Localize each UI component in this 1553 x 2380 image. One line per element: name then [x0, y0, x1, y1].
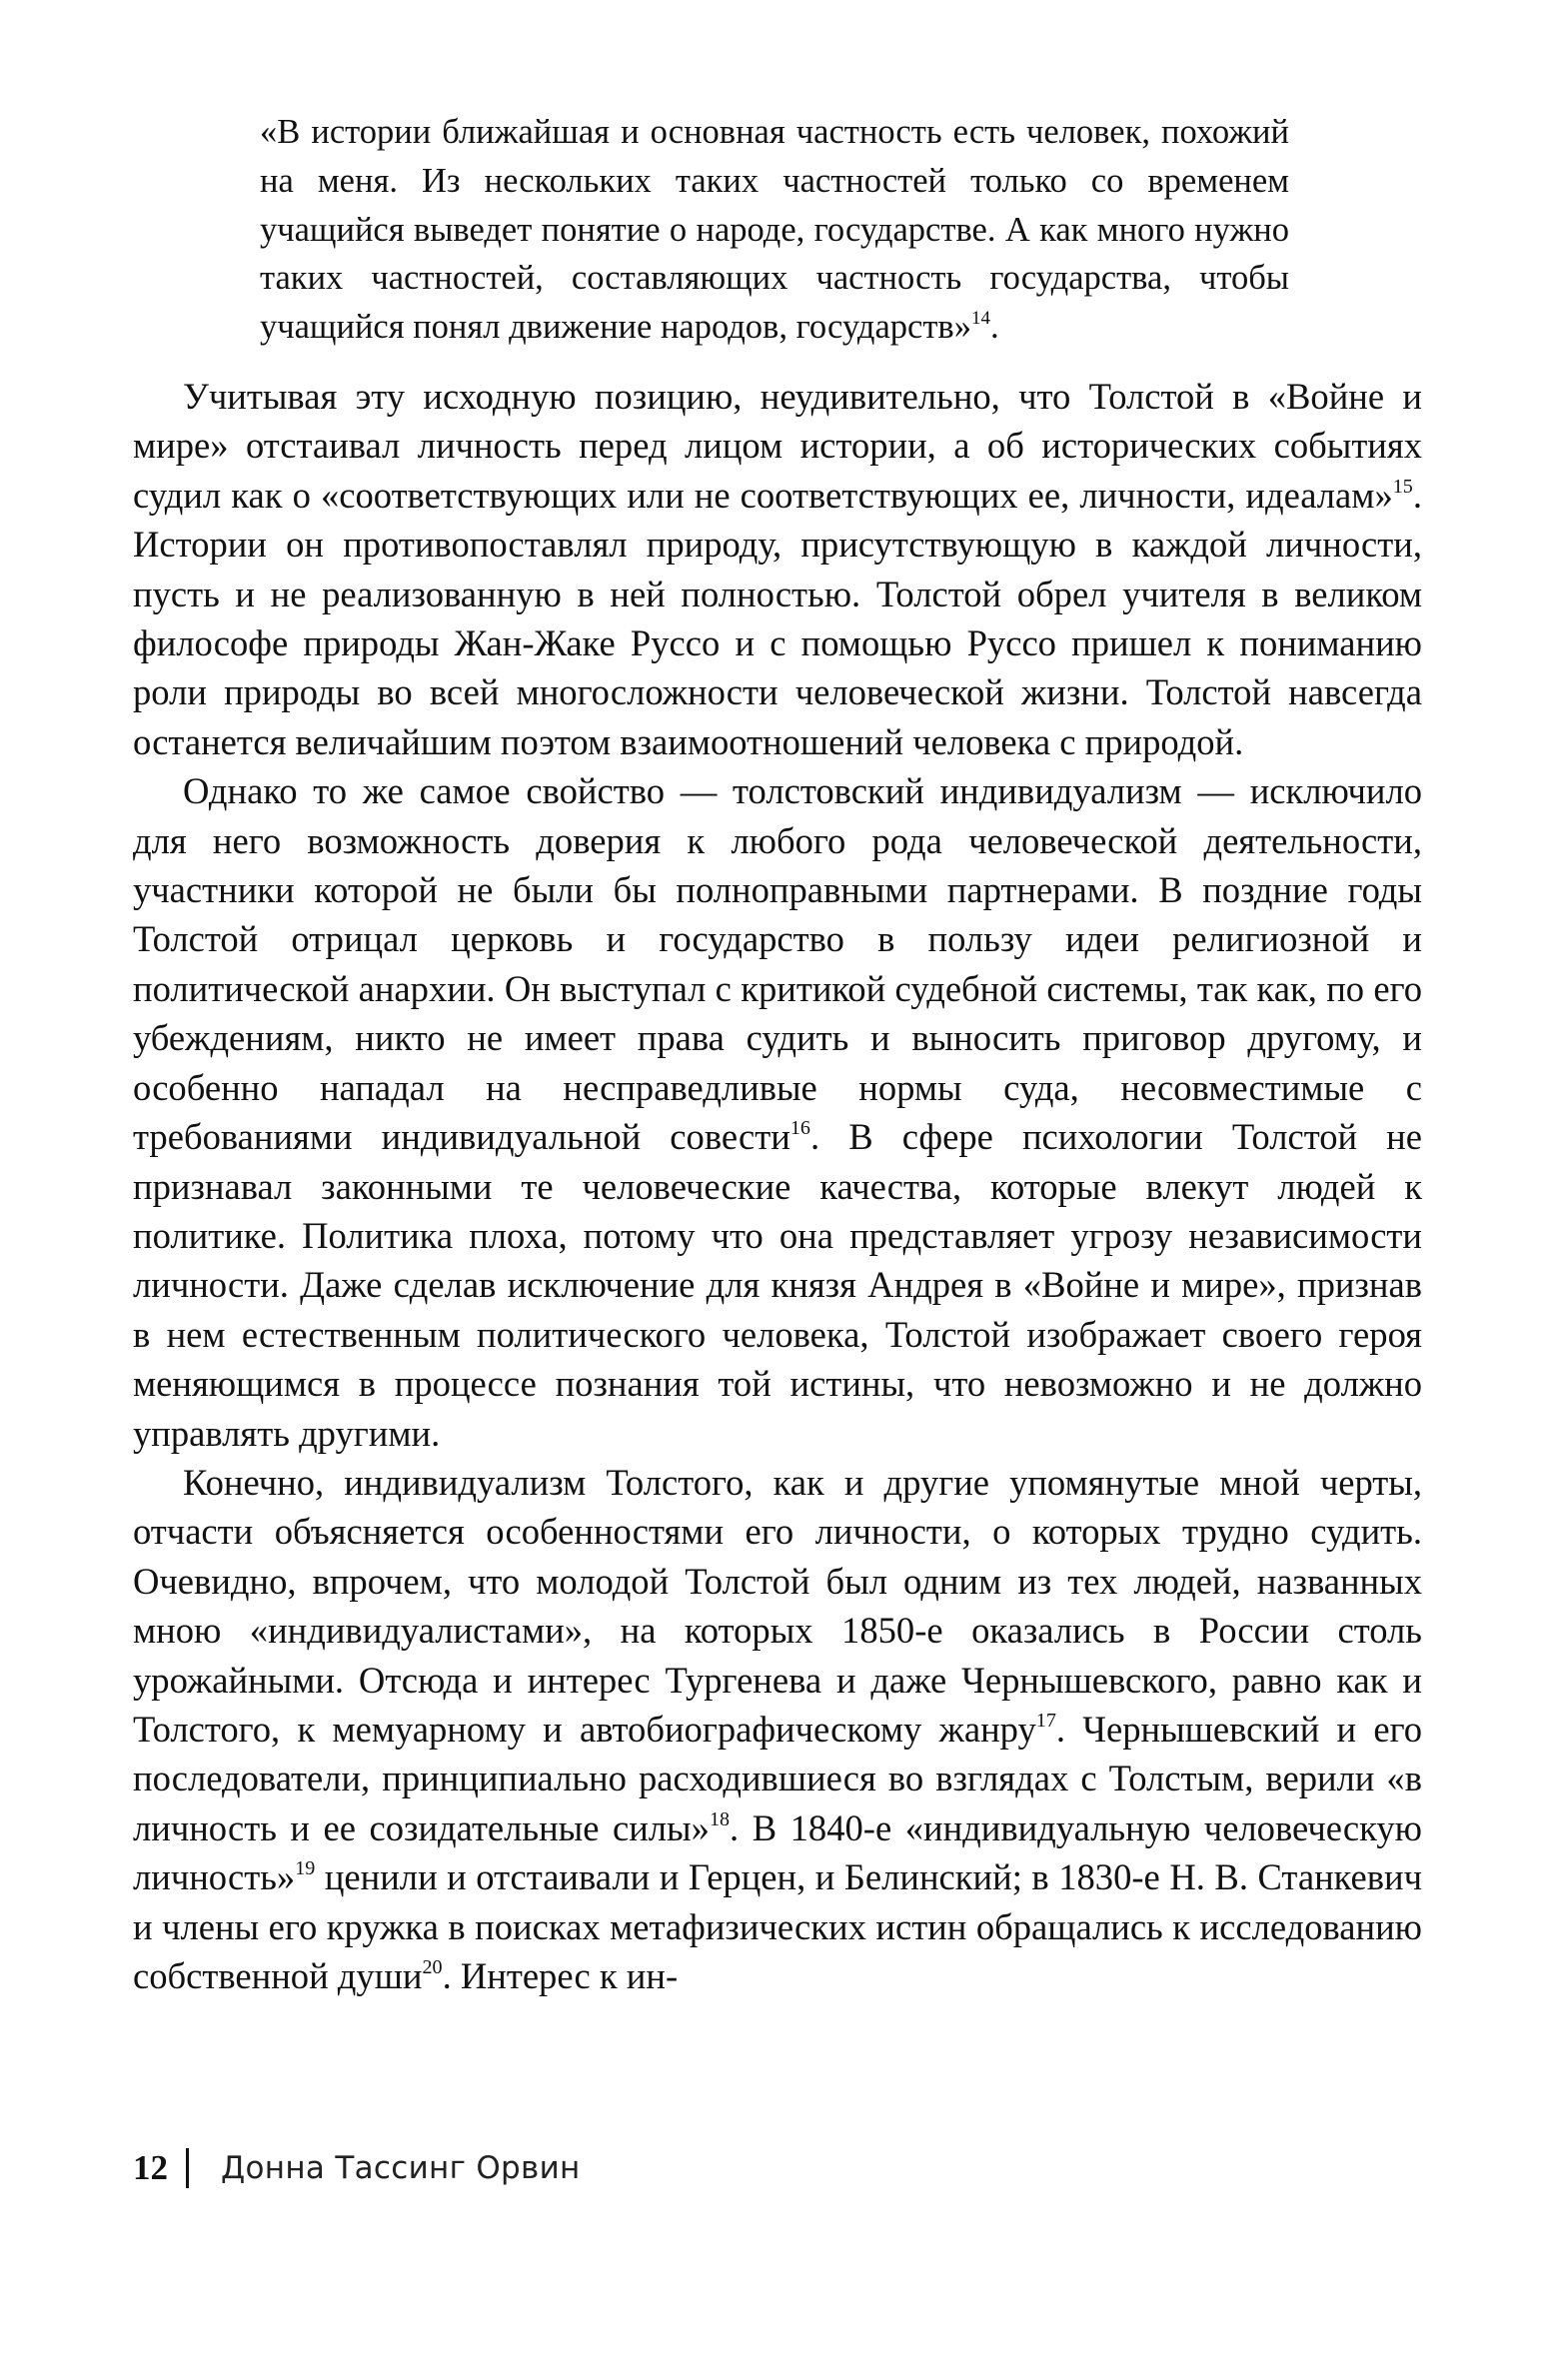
quote-paragraph — [260, 108, 1289, 352]
paragraph-text: . Интерес к ин- — [442, 1955, 679, 1996]
body-paragraph — [133, 1458, 1422, 2000]
page-number: 12 — [133, 2148, 168, 2187]
footnote-ref-16: 16 — [789, 1117, 810, 1139]
main-text — [133, 372, 1422, 2000]
paragraph-text: ценили и отстаивали и Герцен, и Белинский; в 1830-е Н. В. Станкевич и члены его кружка в поисках метафизических истин обращались к исследованию собственной души — [133, 1856, 1422, 1996]
footnote-ref-17: 17 — [1035, 1709, 1056, 1732]
paragraph-text: Учитывая эту исходную позицию, неудивительно, что Толстой в «Войне и мире» отстаивал личность перед лицом истории, а об исторических событиях судил как о «соответствующих или не соответствующих ее, личности, идеалам» — [133, 376, 1422, 516]
footnote-ref-14: 14 — [970, 307, 990, 329]
footnote-ref-18: 18 — [709, 1807, 731, 1830]
paragraph-text: . Истории он противопоставлял природу, присутствующую в каждой личности, пусть и не реализованную в ней полностью. Толстой обрел учителя в великом философе природы Жан-Жаке Руссо и с помощью Руссо пришел к пониманию роли природы во всей многосложности человеческой жизни. Толстой навсегда останется величайшим поэтом взаимоотношений человека с природой. — [133, 474, 1422, 762]
block-quote — [260, 108, 1289, 352]
paragraph-text: . Чернышевский и его последователи, принципиально расходившиеся во взглядах с Толстым, верили «в личность и ее созидательные силы» — [133, 1708, 1422, 1848]
page-footer — [133, 2146, 581, 2190]
quote-tail: . — [989, 308, 999, 347]
footnote-ref-19: 19 — [295, 1857, 316, 1880]
paragraph-text: Конечно, индивидуализм Толстого, как и другие упомянутые мной черты, отчасти объясняется особенностями его личности, о которых трудно судить. Очевидно, впрочем, что молодой Толстой был одним из тех людей, названных мною «индивидуалистами», на которых 1850-е оказались в России столь урожайными. Отсюда и интерес Тургенева и даже Чернышевского, равно как и Толстого, к мемуарному и автобиографическому жанру — [133, 1461, 1422, 1750]
paragraph-text: . В сфере психологии Толстой не признавал законными те человеческие качества, которые влекут людей к политике. Политика плоха, потому что она представляет угрозу независимости личности. Даже сделав исключение для князя Андрея в «Войне и мире», признав в нем естественным политического человека, Толстой изображает своего героя меняющимся в процессе познания той истины, что невозможно и не должно управлять другими. — [133, 1116, 1422, 1454]
footnote-ref-20: 20 — [422, 1955, 443, 1978]
paragraph-text: Однако то же самое свойство — толстовский индивидуализм — исключило для него возможность доверия к любого рода человеческой деятельности, участники которой не были бы полноправными партнерами. В поздние годы Толстой отрицал церковь и государство в пользу идеи религиозной и политической анархии. Он выступал с критикой судебной системы, так как, по его убеждениям, никто не имеет права судить и выносить приговор другому, и особенно нападал на несправедливые нормы суда, несовместимые с требованиями индивидуальной совести — [133, 770, 1422, 1158]
footer-divider — [186, 2148, 189, 2188]
body-paragraph — [133, 372, 1422, 766]
body-paragraph — [133, 766, 1422, 1458]
footnote-ref-15: 15 — [1392, 475, 1413, 498]
quote-text: «В истории ближайшая и основная частность есть человек, похожий на меня. Из нескольких таких частностей только со временем учащийся выведет понятие о народе, государстве. А как много нужно таких частностей, составляющих частность государства, чтобы учащийся понял движение народов, государств» — [260, 113, 1289, 347]
running-head-author: Донна Тассинг Орвин — [221, 2150, 581, 2186]
paragraph-text: . В 1840-е «индивидуальную человеческую личность» — [133, 1806, 1422, 1898]
